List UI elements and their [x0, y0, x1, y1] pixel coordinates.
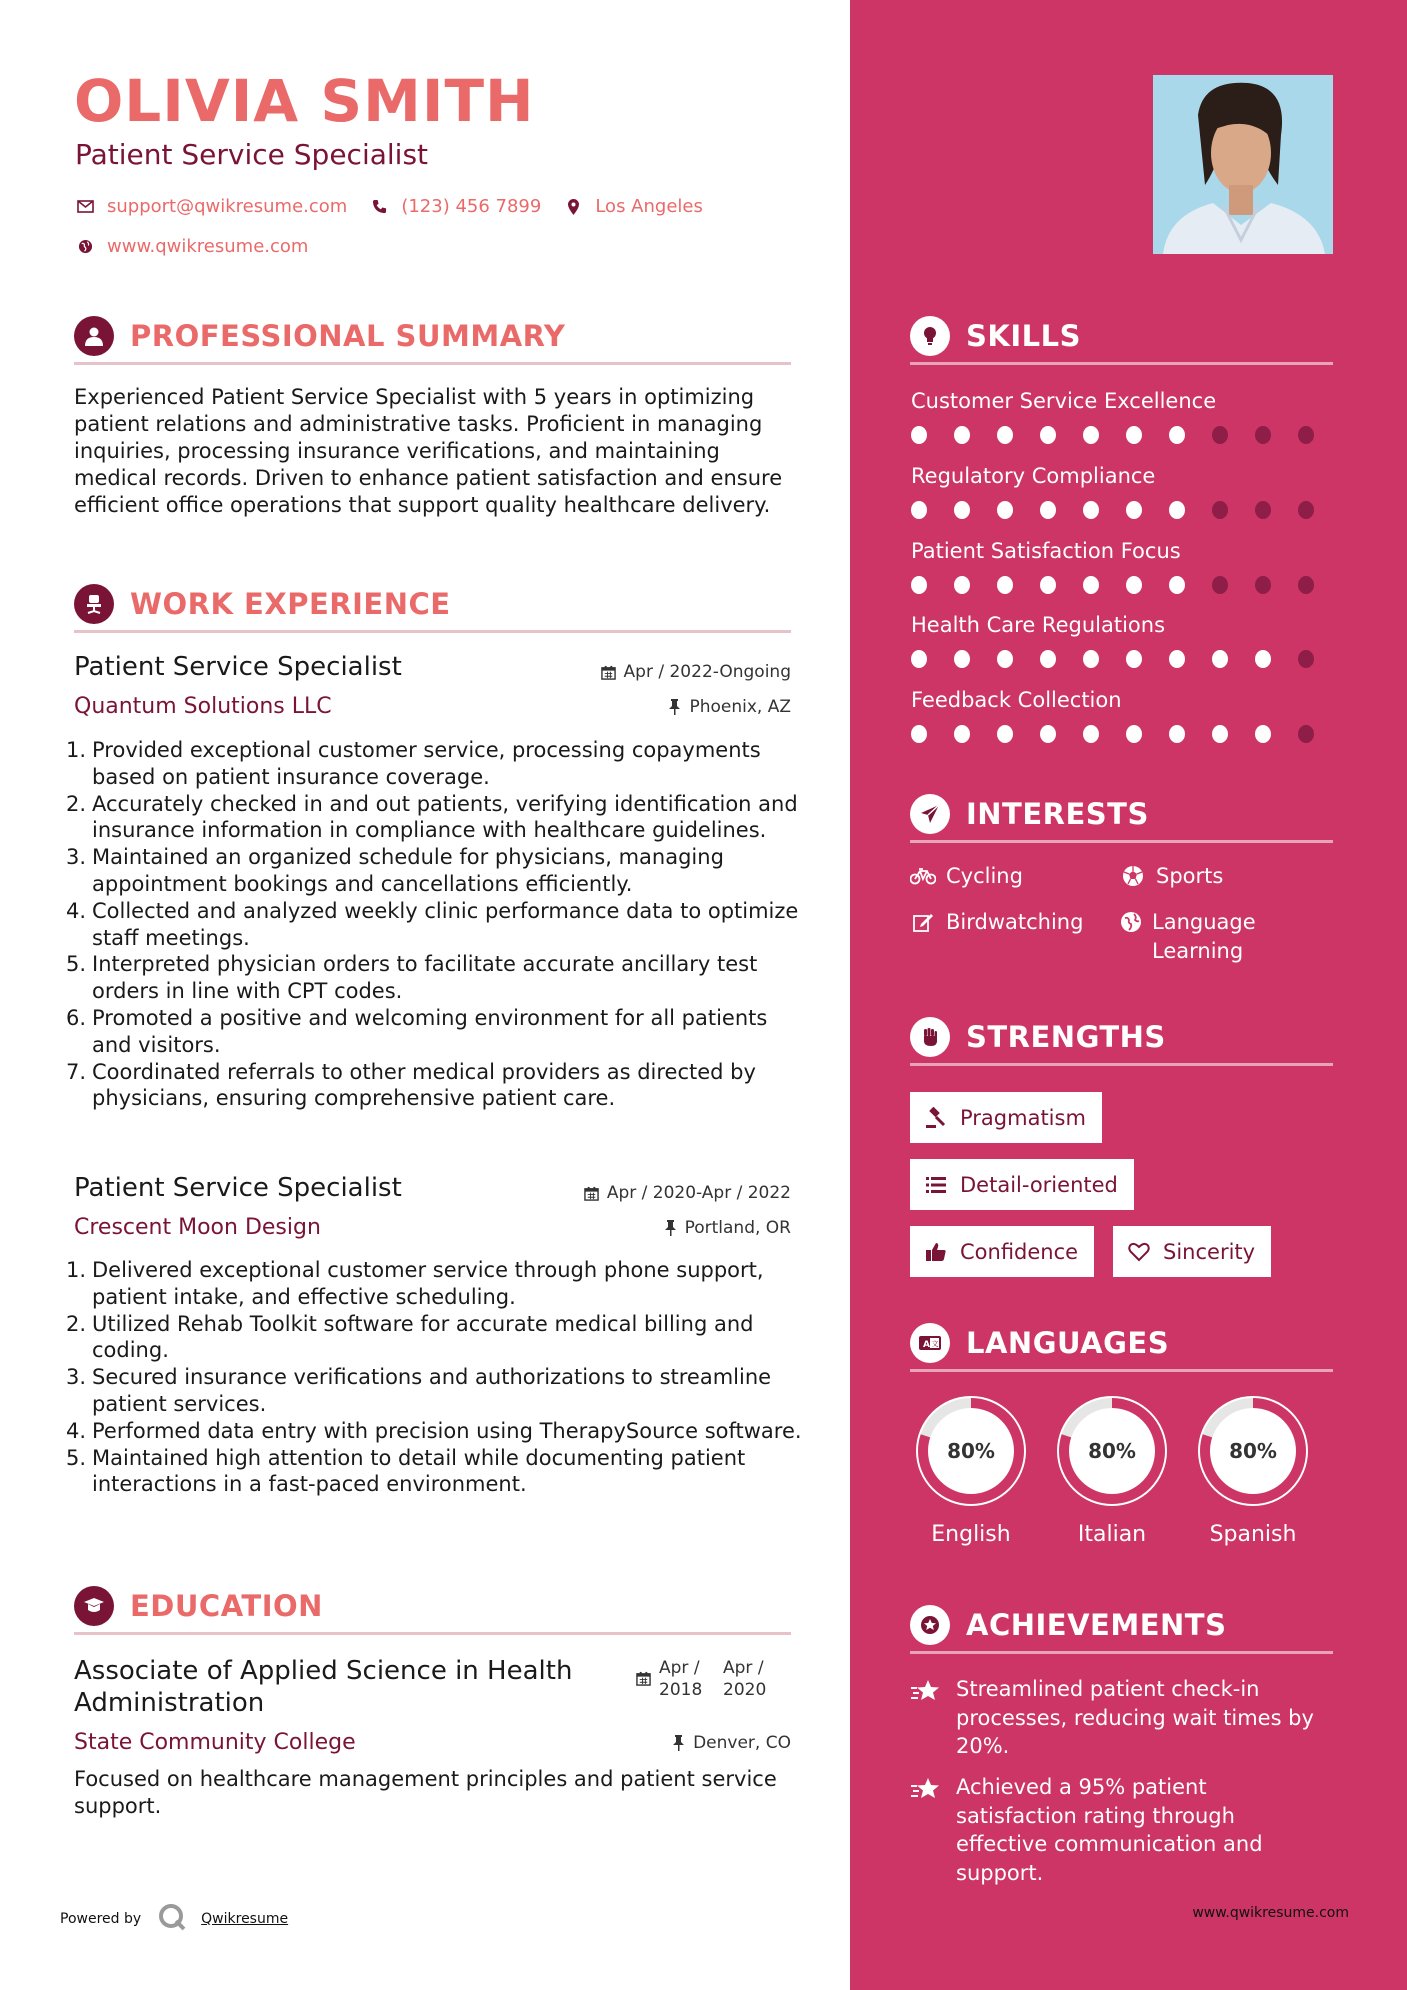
rating-dot-filled: [1126, 650, 1142, 668]
rating-dot-filled: [1040, 576, 1056, 594]
pushpin-icon: [668, 699, 681, 715]
language-ring: [1192, 1390, 1314, 1512]
svg-text:A: A: [923, 1340, 930, 1350]
rating-dot-empty: [1255, 576, 1271, 594]
strength-label: Confidence: [960, 1239, 1079, 1264]
job-location: [668, 697, 791, 717]
languages-divider: [910, 1369, 1333, 1372]
strength-tag: [910, 1226, 1094, 1277]
edit-icon: [910, 909, 936, 935]
language-percent: 80%: [1229, 1439, 1277, 1463]
rating-dot-filled: [954, 576, 970, 594]
rating-dot-filled: [1169, 576, 1185, 594]
summary-title: PROFESSIONAL SUMMARY: [130, 319, 566, 353]
language-item: [1051, 1390, 1173, 1547]
education-divider: [74, 1632, 791, 1635]
location-text: Los Angeles: [595, 196, 703, 217]
interest-item: [1120, 862, 1223, 891]
skills-heading: [910, 316, 1081, 356]
envelope-icon: [75, 197, 95, 217]
strengths-title: STRENGTHS: [966, 1020, 1166, 1054]
language-item: [1192, 1390, 1314, 1547]
list-item: 3. Secured insurance verifications and authorizations to streamline patient services.: [66, 1365, 772, 1416]
achievement-text: Streamlined patient check-in processes, reducing wait times by 20%.: [956, 1677, 1314, 1758]
pushpin-icon: [672, 1735, 685, 1751]
rating-dot-filled: [911, 650, 927, 668]
list-item: 4. Collected and analyzed weekly clinic performance data to optimize staff meetings.: [66, 898, 799, 950]
skill-rating: [911, 501, 1341, 519]
strength-tag: [910, 1159, 1134, 1210]
job-location-text: Portland, OR: [684, 1218, 791, 1238]
rating-dot-empty: [1298, 725, 1314, 743]
interest-label: Language Learning: [1152, 910, 1256, 963]
job-bullets: [66, 737, 806, 1112]
skill-rating: [911, 725, 1341, 743]
skill-item: [911, 463, 1341, 519]
rating-dot-empty: [1255, 426, 1271, 444]
job-location-text: Phoenix, AZ: [689, 697, 791, 717]
globe-icon: [1120, 909, 1142, 935]
languages-title: LANGUAGES: [966, 1326, 1170, 1360]
rating-dot-empty: [1212, 501, 1228, 519]
rating-dot-empty: [1212, 426, 1228, 444]
language-percent: 80%: [1088, 1439, 1136, 1463]
rating-dot-filled: [954, 650, 970, 668]
contact-location: [563, 196, 703, 217]
rating-dot-filled: [1126, 501, 1142, 519]
strengths-divider: [910, 1063, 1333, 1066]
contact-phone[interactable]: [369, 196, 541, 217]
powered-by: [60, 1902, 288, 1936]
rating-dot-filled: [911, 576, 927, 594]
rating-dot-filled: [1126, 426, 1142, 444]
calendar-icon: [584, 1186, 599, 1201]
skill-rating: [911, 650, 1341, 668]
rating-dot-filled: [1169, 725, 1185, 743]
footer-website[interactable]: www.qwikresume.com: [1192, 1905, 1349, 1921]
job-title: Patient Service Specialist: [74, 652, 402, 682]
powered-by-text: Powered by: [60, 1911, 142, 1927]
rating-dot-filled: [1083, 501, 1099, 519]
rating-dot-filled: [1169, 650, 1185, 668]
rating-dot-filled: [997, 725, 1013, 743]
lightbulb-icon: [910, 316, 950, 356]
rating-dot-filled: [1255, 650, 1271, 668]
education-location: [672, 1733, 791, 1753]
list-item: 3. Maintained an organized schedule for physicians, managing appointment bookings and cancellations efficiently.: [66, 845, 724, 896]
rating-dot-filled: [1126, 725, 1142, 743]
interest-label: Cycling: [946, 864, 1023, 888]
office-chair-icon: [74, 584, 114, 624]
phone-text: (123) 456 7899: [401, 196, 542, 217]
job-dates-text: Apr / 2020-Apr / 2022: [606, 1183, 791, 1203]
list-item: 2. Accurately checked in and out patients, verifying identification and insurance information in compliance with healthcare guidelines.: [66, 791, 798, 843]
rating-dot-filled: [1126, 576, 1142, 594]
languages-heading: [910, 1323, 1169, 1363]
language-name: English: [931, 1522, 1011, 1547]
rating-dot-filled: [954, 426, 970, 444]
job-bullets: [66, 1257, 806, 1498]
paper-plane-icon: [910, 794, 950, 834]
bicycle-icon: [910, 863, 936, 889]
summary-divider: [74, 362, 791, 365]
translate-icon: [910, 1323, 950, 1363]
skill-item: [911, 388, 1341, 444]
contact-row: [75, 196, 725, 217]
job-dates: [584, 1183, 791, 1203]
list-item: 2. Utilized Rehab Toolkit software for accurate medical billing and coding.: [66, 1311, 754, 1363]
skill-item: [911, 538, 1341, 594]
rating-dot-empty: [1255, 501, 1271, 519]
skill-name: Patient Satisfaction Focus: [911, 539, 1181, 563]
degree-title: Associate of Applied Science in Health Administration: [74, 1656, 573, 1718]
email-text: support@qwikresume.com: [107, 196, 348, 217]
achievement-item: [910, 1773, 1330, 1887]
interests-divider: [910, 840, 1333, 843]
interest-label: Birdwatching: [946, 910, 1084, 934]
list-item: 5. Interpreted physician orders to facilitate accurate ancillary test orders in line with CPT codes.: [66, 952, 758, 1004]
list-item: 4. Performed data entry with precision using TherapySource software.: [66, 1418, 802, 1443]
rating-dot-empty: [1298, 576, 1314, 594]
rating-dot-filled: [911, 426, 927, 444]
experience-title: WORK EXPERIENCE: [130, 587, 451, 621]
rating-dot-filled: [911, 501, 927, 519]
language-percent: 80%: [947, 1439, 995, 1463]
language-ring: [1051, 1390, 1173, 1512]
summary-heading: [74, 316, 565, 356]
list-item: 1. Delivered exceptional customer service through phone support, patient intake, and effective scheduling.: [66, 1258, 764, 1309]
education-heading: [74, 1586, 323, 1626]
website-text: www.qwikresume.com: [107, 236, 309, 257]
skill-rating: [911, 426, 1341, 444]
strength-label: Sincerity: [1163, 1239, 1256, 1264]
interest-label: Sports: [1156, 864, 1224, 888]
graduation-icon: [74, 1586, 114, 1626]
strength-tag: [910, 1092, 1102, 1143]
interests-title: INTERESTS: [966, 797, 1149, 831]
rating-dot-filled: [954, 725, 970, 743]
heart-icon: [1125, 1238, 1153, 1266]
strength-label: Pragmatism: [960, 1105, 1086, 1130]
job-location: [664, 1218, 791, 1238]
language-name: Spanish: [1209, 1522, 1297, 1547]
interest-item: [1120, 908, 1280, 966]
list-item: 7. Coordinated referrals to other medical providers as directed by physicians, ensuring comprehensive patient care.: [66, 1059, 756, 1111]
rating-dot-empty: [1298, 501, 1314, 519]
rating-dot-filled: [1255, 725, 1271, 743]
contact-email[interactable]: [75, 196, 347, 217]
thumbs-up-icon: [922, 1238, 950, 1266]
gavel-icon: [922, 1104, 950, 1132]
skills-title: SKILLS: [966, 319, 1081, 353]
skills-divider: [910, 362, 1333, 365]
rating-dot-filled: [954, 501, 970, 519]
achievements-heading: [910, 1605, 1226, 1645]
education-start: Apr / 2018: [659, 1658, 703, 1700]
education-dates: [636, 1657, 779, 1701]
achievement-text: Achieved a 95% patient satisfaction rating through effective communication and support.: [956, 1775, 1263, 1885]
education-end: Apr / 2020: [723, 1658, 767, 1700]
candidate-name: OLIVIA SMITH: [74, 67, 535, 135]
summary-text: Experienced Patient Service Specialist with 5 years in optimizing patient relations and administrative tasks. Proficient in managing inquiries, processing insurance verifications, and maintaining medical records. Driven to enhance patient satisfaction and ensure efficient office operations that support quality healthcare delivery.: [74, 385, 783, 517]
star-icon: [910, 1679, 944, 1711]
interest-item: [910, 862, 1023, 891]
interest-item: [910, 908, 1083, 937]
rating-dot-empty: [1298, 650, 1314, 668]
skill-rating: [911, 576, 1341, 594]
list-icon: [922, 1171, 950, 1199]
rating-dot-filled: [997, 650, 1013, 668]
strength-label: Detail-oriented: [960, 1172, 1118, 1197]
list-item: 6. Promoted a positive and welcoming environment for all patients and visitors.: [66, 1005, 768, 1057]
language-name: Italian: [1077, 1522, 1147, 1547]
user-icon: [74, 316, 114, 356]
rating-dot-filled: [1040, 426, 1056, 444]
candidate-role: Patient Service Specialist: [75, 138, 429, 171]
education-title: EDUCATION: [130, 1589, 323, 1623]
rating-dot-filled: [1040, 725, 1056, 743]
education-location-text: Denver, CO: [693, 1733, 791, 1753]
rating-dot-filled: [997, 576, 1013, 594]
rating-dot-filled: [1040, 501, 1056, 519]
job-dates: [601, 662, 791, 682]
profile-photo: [1153, 75, 1333, 254]
rating-dot-filled: [997, 426, 1013, 444]
achievement-item: [910, 1675, 1330, 1761]
skill-name: Health Care Regulations: [911, 613, 1166, 637]
brand-link[interactable]: Qwikresume: [201, 1911, 289, 1927]
experience-heading: [74, 584, 451, 624]
rating-dot-filled: [1040, 650, 1056, 668]
education-description: Focused on healthcare management principles and patient service support.: [74, 1767, 777, 1818]
rating-dot-filled: [1169, 426, 1185, 444]
rating-dot-empty: [1298, 426, 1314, 444]
calendar-icon: [601, 665, 616, 680]
rating-dot-filled: [1083, 725, 1099, 743]
rating-dot-filled: [1083, 576, 1099, 594]
language-item: [910, 1390, 1032, 1547]
job-dates-text: Apr / 2022-Ongoing: [623, 662, 791, 682]
job-company: Quantum Solutions LLC: [74, 694, 332, 719]
svg-text:文: 文: [931, 1340, 939, 1348]
contact-website[interactable]: [75, 236, 308, 257]
rating-dot-filled: [1212, 650, 1228, 668]
rating-dot-filled: [1083, 650, 1099, 668]
rating-dot-filled: [1169, 501, 1185, 519]
rating-dot-filled: [997, 501, 1013, 519]
map-pin-icon: [563, 197, 583, 217]
calendar-icon: [636, 1671, 651, 1686]
globe-icon: [75, 237, 95, 257]
skill-name: Feedback Collection: [911, 688, 1122, 712]
interests-heading: [910, 794, 1149, 834]
list-item: 1. Provided exceptional customer service, processing copayments based on patient insurance coverage.: [66, 738, 761, 789]
rating-dot-empty: [1212, 576, 1228, 594]
job-title: Patient Service Specialist: [74, 1173, 402, 1203]
school-name: State Community College: [74, 1730, 356, 1755]
experience-divider: [74, 630, 791, 633]
star-badge-icon: [910, 1605, 950, 1645]
qwikresume-logo-icon: [157, 1902, 187, 1936]
soccer-ball-icon: [1120, 863, 1146, 889]
list-item: 5. Maintained high attention to detail while documenting patient interactions in a fast-paced environment.: [66, 1445, 746, 1497]
language-ring: [910, 1390, 1032, 1512]
pushpin-icon: [664, 1220, 677, 1236]
phone-icon: [369, 197, 389, 217]
skill-item: [911, 612, 1341, 668]
star-icon: [910, 1777, 944, 1809]
strength-tag: [1113, 1226, 1271, 1277]
achievements-divider: [910, 1651, 1333, 1654]
job-company: Crescent Moon Design: [74, 1215, 321, 1240]
achievements-title: ACHIEVEMENTS: [966, 1608, 1227, 1642]
skill-name: Regulatory Compliance: [911, 464, 1156, 488]
rating-dot-filled: [911, 725, 927, 743]
rating-dot-filled: [1083, 426, 1099, 444]
skill-name: Customer Service Excellence: [911, 389, 1217, 413]
sidebar: [850, 0, 1407, 1990]
strengths-heading: [910, 1017, 1166, 1057]
skill-item: [911, 687, 1341, 743]
fist-icon: [910, 1017, 950, 1057]
rating-dot-filled: [1212, 725, 1228, 743]
